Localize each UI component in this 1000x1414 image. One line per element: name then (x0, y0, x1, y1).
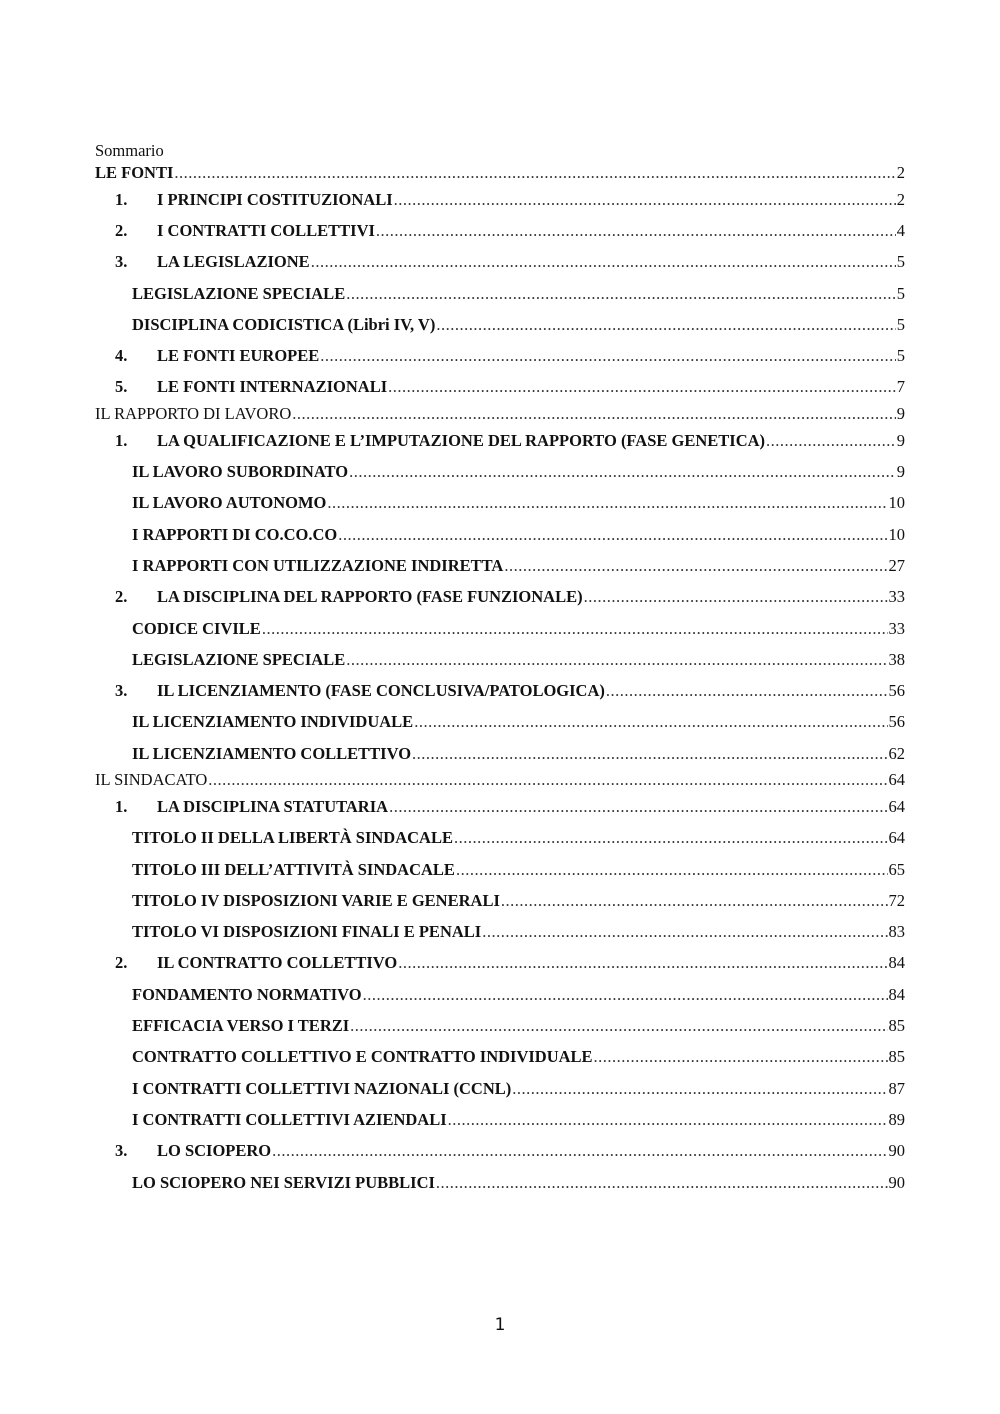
toc-entry-title: IL LICENZIAMENTO COLLETTIVO (132, 743, 412, 763)
toc-entry-page: 62 (888, 743, 905, 763)
toc-entry-title: LE FONTI INTERNAZIONALI (157, 377, 388, 397)
toc-entry-title: IL LAVORO SUBORDINATO (132, 462, 349, 482)
toc-entry-title: TITOLO IV DISPOSIZIONI VARIE E GENERALI (132, 890, 500, 910)
toc-entry[interactable] (95, 550, 905, 581)
toc-entry[interactable] (95, 791, 905, 822)
toc-entry-page: 90 (888, 1141, 905, 1161)
toc-entry-page: 5 (896, 252, 905, 272)
toc-leader-dots (338, 525, 887, 545)
toc-entry-number: 3. (115, 681, 128, 701)
toc-entry-title: TITOLO VI DISPOSIZIONI FINALI E PENALI (132, 922, 482, 942)
toc-leader-dots (394, 190, 896, 210)
toc-entry[interactable] (95, 707, 905, 738)
toc-leader-dots (594, 1047, 888, 1067)
toc-entry-title: LE FONTI (95, 163, 174, 182)
toc-leader-dots (436, 315, 895, 335)
toc-leader-dots (436, 1173, 888, 1193)
toc-leader-dots (376, 221, 896, 241)
toc-entry[interactable] (95, 854, 905, 885)
toc-entry-title: FONDAMENTO NORMATIVO (132, 984, 362, 1004)
toc-entry-page: 56 (888, 681, 905, 701)
toc-leader-dots (482, 922, 887, 942)
toc-entry[interactable] (95, 885, 905, 916)
toc-entry-title: IL RAPPORTO DI LAVORO (95, 404, 292, 424)
toc-entry-title: IL LAVORO AUTONOMO (132, 493, 327, 513)
toc-entry-title: IL LICENZIAMENTO (FASE CONCLUSIVA/PATOLOGICA) (157, 681, 605, 701)
toc-entry-title: I CONTRATTI COLLETTIVI AZIENDALI (132, 1109, 447, 1129)
toc-leader-dots (292, 404, 895, 424)
toc-entry[interactable] (95, 1104, 905, 1135)
toc-entry-page: 10 (888, 493, 905, 513)
toc-leader-dots (389, 797, 887, 817)
toc-entry-number: 3. (115, 1141, 128, 1161)
toc-entry-page: 2 (896, 163, 905, 182)
toc-entry[interactable] (95, 613, 905, 644)
toc-entry-title: LA QUALIFICAZIONE E L’IMPUTAZIONE DEL RAPPORTO (FASE GENETICA) (157, 430, 766, 450)
toc-entry[interactable] (95, 1136, 905, 1167)
toc-leader-dots (454, 828, 888, 848)
toc-entry-page: 84 (888, 953, 905, 973)
toc-entry-title: IL SINDACATO (95, 770, 208, 790)
toc-entry[interactable] (95, 247, 905, 278)
toc-entry-page: 9 (896, 430, 905, 450)
toc-title: Sommario (95, 141, 164, 160)
toc-leader-dots (584, 587, 888, 607)
toc-entry-page: 5 (896, 314, 905, 334)
toc-entry-number: 5. (115, 377, 128, 397)
toc-entry-page: 33 (888, 618, 905, 638)
toc-entry-title: I PRINCIPI COSTITUZIONALI (157, 189, 393, 209)
toc-entry-page: 87 (888, 1078, 905, 1098)
toc-entry[interactable] (95, 769, 905, 791)
toc-entry-title: CODICE CIVILE (132, 618, 261, 638)
toc-entry-page: 9 (896, 404, 905, 424)
toc-entry-number: 4. (115, 346, 128, 366)
toc-entry-title: I RAPPORTI CON UTILIZZAZIONE INDIRETTA (132, 555, 504, 575)
toc-entry[interactable] (95, 582, 905, 613)
toc-leader-dots (208, 770, 887, 790)
toc-entry[interactable] (95, 917, 905, 948)
toc-entry-page: 64 (888, 828, 905, 848)
toc-leader-dots (398, 953, 887, 973)
toc-entry[interactable] (95, 1073, 905, 1104)
toc-leader-dots (414, 712, 887, 732)
toc-leader-dots (504, 556, 887, 576)
toc-leader-dots (262, 619, 888, 639)
toc-leader-dots (501, 891, 888, 911)
toc-leader-dots (512, 1079, 887, 1099)
toc-entry-title: DISCIPLINA CODICISTICA (Libri IV, V) (132, 314, 436, 334)
toc-entry-page: 85 (888, 1016, 905, 1036)
toc-leader-dots (363, 985, 888, 1005)
toc-entry-page: 4 (896, 220, 905, 240)
toc-entry-title: CONTRATTO COLLETTIVO E CONTRATTO INDIVIDUALE (132, 1047, 593, 1067)
toc-leader-dots (346, 650, 887, 670)
toc-leader-dots (346, 284, 896, 304)
toc-entry[interactable] (95, 488, 905, 519)
toc-leader-dots (349, 462, 896, 482)
toc-entry-page: 10 (888, 524, 905, 544)
toc-entry-title: I RAPPORTI DI CO.CO.CO (132, 524, 338, 544)
toc-entry-number: 2. (115, 220, 128, 240)
toc-entry-page: 83 (888, 922, 905, 942)
toc-entry[interactable] (95, 1042, 905, 1073)
toc-entry[interactable] (95, 309, 905, 340)
toc-entry-title: TITOLO II DELLA LIBERTÀ SINDACALE (132, 828, 453, 848)
toc-entry-page: 64 (888, 770, 905, 790)
toc-leader-dots (350, 1016, 887, 1036)
toc-entry-page: 84 (888, 984, 905, 1004)
toc-entry-page: 90 (888, 1172, 905, 1192)
toc-leader-dots (174, 163, 895, 183)
toc-entry[interactable] (95, 948, 905, 979)
toc-leader-dots (412, 744, 887, 764)
toc-entry-title: I CONTRATTI COLLETTIVI (157, 220, 375, 240)
toc-entry-number: 1. (115, 430, 128, 450)
toc-entry[interactable] (95, 215, 905, 246)
toc-entry-page: 56 (888, 712, 905, 732)
toc-entry[interactable] (95, 1167, 905, 1198)
toc-entry-title: LO SCIOPERO NEI SERVIZI PUBBLICI (132, 1172, 435, 1192)
toc-leader-dots (388, 377, 896, 397)
toc-entry-page: 85 (888, 1047, 905, 1067)
toc-entry[interactable] (95, 184, 905, 215)
toc-leader-dots (448, 1110, 888, 1130)
toc-entry[interactable] (95, 456, 905, 487)
toc-entry-page: 64 (888, 796, 905, 816)
toc-entry-page: 65 (888, 859, 905, 879)
toc-entry[interactable] (95, 644, 905, 675)
toc-entry-title: EFFICACIA VERSO I TERZI (132, 1016, 350, 1036)
page-number: 1 (494, 1315, 506, 1335)
toc-entry[interactable] (95, 278, 905, 309)
toc-entry-title: TITOLO III DELL’ATTIVITÀ SINDACALE (132, 859, 455, 879)
toc-leader-dots (311, 252, 896, 272)
toc-entry-number: 2. (115, 587, 128, 607)
toc-leader-dots (606, 681, 888, 701)
toc-leader-dots (456, 860, 888, 880)
toc-entry-page: 27 (888, 555, 905, 575)
toc-entry-page: 7 (896, 377, 905, 397)
toc-entry-title: IL LICENZIAMENTO INDIVIDUALE (132, 712, 414, 732)
toc-entry-page: 33 (888, 587, 905, 607)
toc-entry-page: 5 (896, 283, 905, 303)
toc-entry-page: 38 (888, 649, 905, 669)
toc-entry[interactable] (95, 372, 905, 403)
toc-entry-title: IL CONTRATTO COLLETTIVO (157, 953, 398, 973)
toc-entry-page: 89 (888, 1109, 905, 1129)
toc-entry[interactable] (95, 162, 905, 184)
toc-entry[interactable] (95, 738, 905, 769)
toc-entry-number: 1. (115, 189, 128, 209)
toc-entry-number: 2. (115, 953, 128, 973)
toc-entry-title: LA DISCIPLINA DEL RAPPORTO (FASE FUNZIONALE) (157, 587, 583, 607)
toc-entry-title: I CONTRATTI COLLETTIVI NAZIONALI (CCNL) (132, 1078, 512, 1098)
toc-entry-page: 5 (896, 346, 905, 366)
toc-leader-dots (320, 346, 895, 366)
toc-entry-title: LEGISLAZIONE SPECIALE (132, 283, 346, 303)
toc-entry-page: 9 (896, 462, 905, 482)
toc-leader-dots (327, 493, 887, 513)
table-of-contents (95, 162, 905, 1198)
toc-entry-title: LA LEGISLAZIONE (157, 252, 310, 272)
toc-entry-title: LA DISCIPLINA STATUTARIA (157, 796, 389, 816)
toc-entry[interactable] (95, 403, 905, 425)
toc-entry-number: 1. (115, 796, 128, 816)
toc-entry[interactable] (95, 823, 905, 854)
toc-leader-dots (272, 1141, 887, 1161)
toc-entry[interactable] (95, 425, 905, 456)
toc-entry-title: LO SCIOPERO (157, 1141, 272, 1161)
toc-entry-title: LE FONTI EUROPEE (157, 346, 320, 366)
toc-entry[interactable] (95, 519, 905, 550)
toc-entry[interactable] (95, 675, 905, 706)
toc-entry-page: 72 (888, 890, 905, 910)
toc-entry[interactable] (95, 1010, 905, 1041)
toc-entry-number: 3. (115, 252, 128, 272)
toc-entry-title: LEGISLAZIONE SPECIALE (132, 649, 346, 669)
toc-entry[interactable] (95, 979, 905, 1010)
toc-entry[interactable] (95, 340, 905, 371)
toc-leader-dots (766, 431, 896, 451)
toc-entry-page: 2 (896, 189, 905, 209)
